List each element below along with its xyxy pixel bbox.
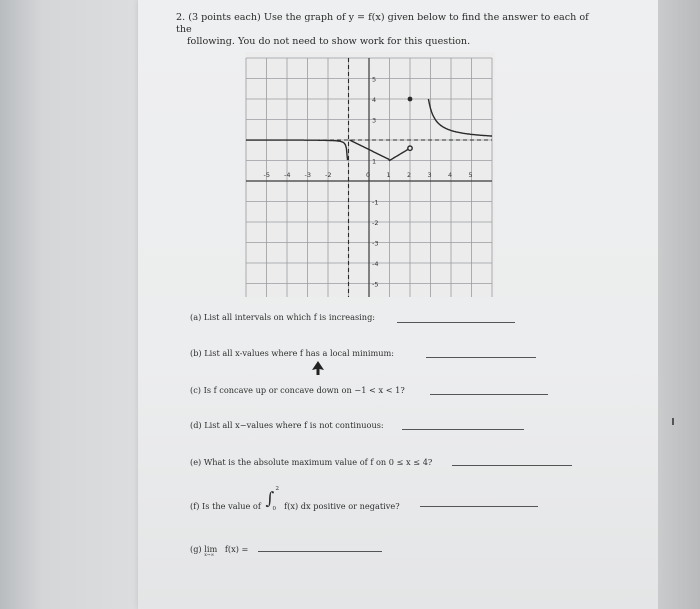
question-points: (3 points each) [188, 12, 261, 23]
part-f-text-before: Is the value of [202, 501, 261, 511]
mouse-cursor-icon [312, 361, 324, 375]
part-g-answer-blank[interactable] [258, 551, 382, 552]
filled-endpoint [408, 97, 413, 102]
x-tick-label: -3 [304, 171, 311, 179]
part-g-text: f(x) = [224, 544, 249, 554]
part-c [190, 385, 405, 395]
part-d [190, 420, 384, 430]
integral-upper-limit: 2 [275, 486, 279, 492]
part-d-label: (d) [190, 420, 202, 430]
part-f-integrand: f(x) dx [284, 501, 311, 511]
edge-mark [672, 418, 674, 425]
page-edge-shadow [658, 0, 700, 609]
part-b [190, 348, 394, 358]
y-tick-label: -5 [372, 280, 379, 289]
part-f-label: (f) [190, 501, 200, 511]
part-c-answer-blank[interactable] [430, 394, 548, 395]
part-e-answer-blank[interactable] [452, 465, 572, 466]
y-tick-label: -1 [372, 198, 379, 207]
function-graph [245, 52, 495, 297]
part-e-label: (e) [190, 457, 202, 467]
x-tick-label: 4 [448, 171, 453, 179]
y-tick-label: 1 [372, 157, 377, 166]
x-tick-label: 1 [386, 171, 391, 179]
part-d-text: List all x−values where f is not continuous: [204, 420, 384, 430]
y-tick-label: -2 [372, 219, 379, 227]
question-intro-line1: Use the graph of y = f(x) given below to find the answer to each of the [176, 12, 589, 35]
part-f-answer-blank[interactable] [420, 506, 538, 507]
part-b-label: (b) [190, 348, 202, 358]
limit-word: lim [204, 544, 218, 554]
limit-notation [204, 544, 222, 558]
part-c-text: Is f concave up or concave down on −1 < x < 1? [203, 385, 405, 395]
x-tick-label: 2 [407, 171, 412, 179]
part-e [190, 457, 432, 467]
part-g [190, 544, 249, 558]
y-tick-label: -4 [372, 260, 379, 268]
x-tick-label: 3 [427, 171, 432, 179]
part-b-text: List all x-values where f has a local minimum: [204, 348, 395, 358]
question-header [176, 12, 596, 48]
question-number: 2. [176, 12, 186, 23]
x-tick-label: -4 [284, 171, 291, 179]
part-d-answer-blank[interactable] [402, 429, 524, 430]
y-tick-label: 4 [372, 96, 377, 104]
part-b-answer-blank[interactable] [426, 357, 536, 358]
part-g-label: (g) [190, 544, 202, 554]
part-f-text-after: positive or negative? [313, 501, 400, 511]
part-a [190, 312, 375, 322]
y-tick-label: 3 [372, 116, 377, 125]
x-tick-label: 0 [366, 171, 371, 179]
integral-lower-limit: 0 [272, 506, 276, 512]
open-endpoint [408, 146, 412, 150]
graph-svg [245, 52, 495, 297]
question-intro-line2: following. You do not need to show work for this question. [187, 36, 471, 47]
part-a-answer-blank[interactable] [397, 322, 515, 323]
x-tick-label: -2 [325, 171, 332, 179]
part-f [190, 486, 400, 512]
part-c-label: (c) [190, 385, 201, 395]
x-tick-label: -5 [263, 171, 270, 179]
integral-sign: ∫ 2 0 [265, 486, 279, 512]
y-tick-label: 5 [372, 75, 377, 84]
part-a-text: List all intervals on which f is increasing: [203, 312, 376, 322]
x-tick-label: 5 [468, 171, 473, 179]
part-e-text: What is the absolute maximum value of f on 0 ≤ x ≤ 4? [203, 457, 433, 467]
part-a-label: (a) [190, 312, 202, 322]
limit-subscript: x→∞ [204, 553, 215, 558]
y-tick-label: -3 [372, 239, 379, 248]
